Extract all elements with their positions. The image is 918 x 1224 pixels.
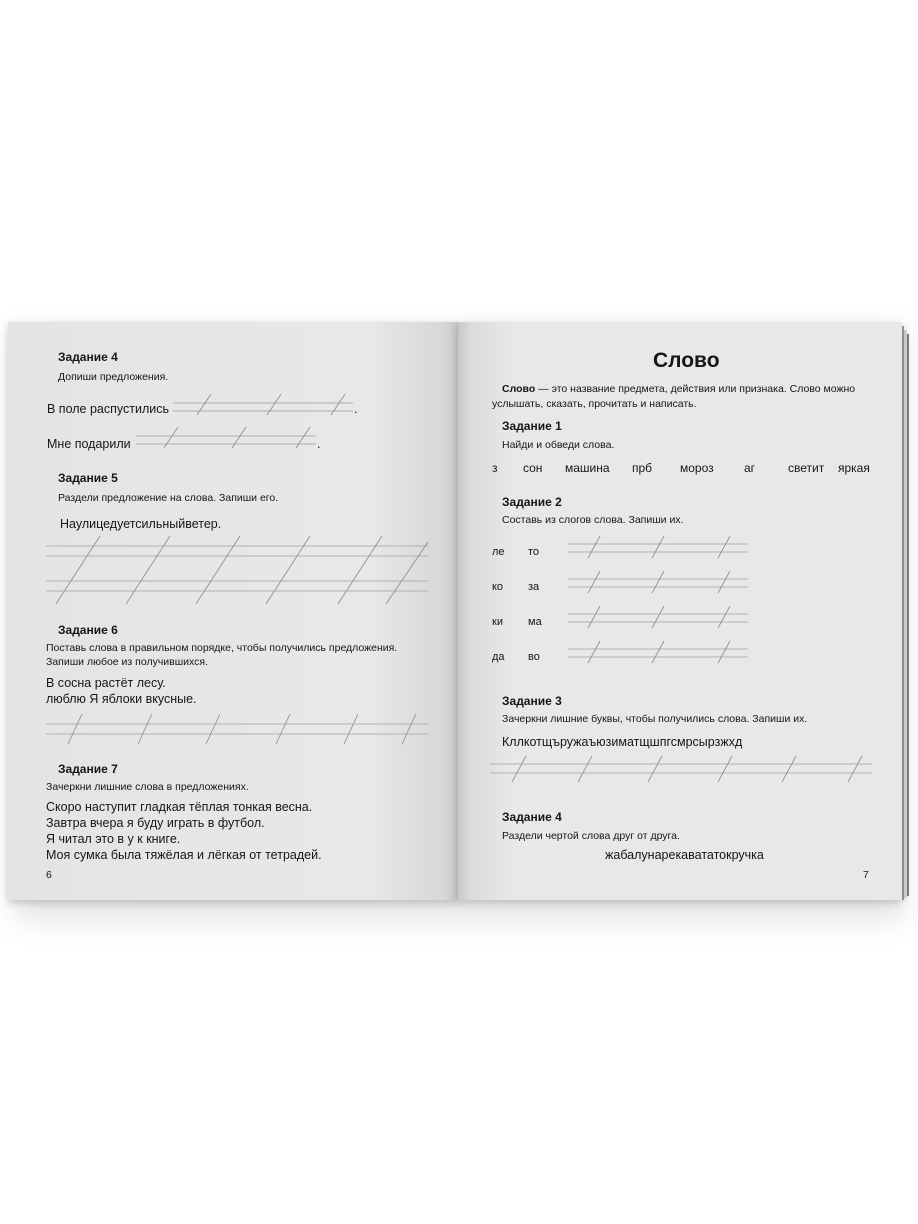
sentence-start: Мне подарили <box>47 437 131 451</box>
right-page <box>458 322 902 900</box>
definition-text: — это название предмета, действия или признака. Слово можно <box>535 383 856 395</box>
syllable: во <box>528 651 540 663</box>
word[interactable]: светит <box>788 461 825 475</box>
sentence: В сосна растёт лесу. <box>46 676 166 690</box>
syllable: за <box>528 581 540 593</box>
page-title: Слово <box>653 349 720 372</box>
writing-line[interactable] <box>490 754 872 784</box>
task-instruction: Зачеркни лишние слова в предложениях. <box>46 781 249 793</box>
task-instruction: Допиши предложения. <box>58 371 169 383</box>
word[interactable]: аг <box>744 461 756 475</box>
word[interactable]: машина <box>565 461 610 475</box>
task-heading: Задание 4 <box>58 350 118 364</box>
writing-line[interactable] <box>136 427 316 449</box>
definition <box>502 383 855 395</box>
definition-term: Слово <box>502 383 536 395</box>
sentence[interactable]: Завтра вчера я буду играть в футбол. <box>46 816 265 830</box>
letter-string[interactable]: жабалунарекавататокручка <box>605 848 764 862</box>
syllable: то <box>528 546 540 558</box>
sentence-start: В поле распустились <box>47 402 170 416</box>
sentence[interactable]: Моя сумка была тяжёлая и лёгкая от тетрадей. <box>46 848 322 862</box>
task-heading: Задание 4 <box>502 810 562 824</box>
task-heading: Задание 6 <box>58 623 118 637</box>
page-stack-edge <box>907 334 909 896</box>
word[interactable]: з <box>492 461 498 475</box>
task-heading: Задание 2 <box>502 495 562 509</box>
word[interactable]: мороз <box>680 461 714 475</box>
syllable: ки <box>492 616 503 628</box>
task-heading: Задание 7 <box>58 762 118 776</box>
task-instruction: Запиши любое из получившихся. <box>46 656 209 668</box>
task-instruction: Раздели предложение на слова. Запиши его. <box>58 492 279 504</box>
word[interactable]: яркая <box>838 461 870 475</box>
task-instruction: Найди и обведи слова. <box>502 439 615 451</box>
sentence[interactable]: Скоро наступит гладкая тёплая тонкая весна. <box>46 800 313 814</box>
writing-lines[interactable] <box>46 534 428 606</box>
sentence-end: . <box>354 402 358 416</box>
task-heading: Задание 3 <box>502 694 562 708</box>
task-heading: Задание 5 <box>58 471 118 485</box>
syllable: да <box>492 651 505 663</box>
sentence[interactable]: Я читал это в у к книге. <box>46 832 181 846</box>
definition-line: услышать, сказать, прочитать и написать. <box>492 398 697 410</box>
writing-line[interactable] <box>173 394 353 416</box>
task-instruction: Поставь слова в правильном порядке, чтобы получились предложения. <box>46 642 398 654</box>
left-page <box>8 322 458 900</box>
task-text: Наулицедуетсильныйветер. <box>60 517 222 531</box>
task-instruction: Зачеркни лишние буквы, чтобы получились слова. Запиши их. <box>502 713 808 725</box>
task-heading: Задание 1 <box>502 419 562 433</box>
sentence-end: . <box>317 437 321 451</box>
sentence: люблю Я яблоки вкусные. <box>46 692 197 706</box>
writing-lines[interactable] <box>568 534 748 674</box>
task-instruction: Составь из слогов слова. Запиши их. <box>502 514 684 526</box>
page-number: 6 <box>46 869 52 881</box>
page-number: 7 <box>863 869 869 881</box>
syllable: ле <box>492 546 505 558</box>
syllable: ко <box>492 581 504 593</box>
writing-line[interactable] <box>46 712 428 746</box>
task-instruction: Раздели чертой слова друг от друга. <box>502 830 680 842</box>
word[interactable]: прб <box>632 461 653 475</box>
word[interactable]: сон <box>523 461 543 475</box>
syllable: ма <box>528 616 542 628</box>
letter-string[interactable]: Кллкотщъружаъюзиматщшпгсмрсырзжхд <box>502 735 743 749</box>
